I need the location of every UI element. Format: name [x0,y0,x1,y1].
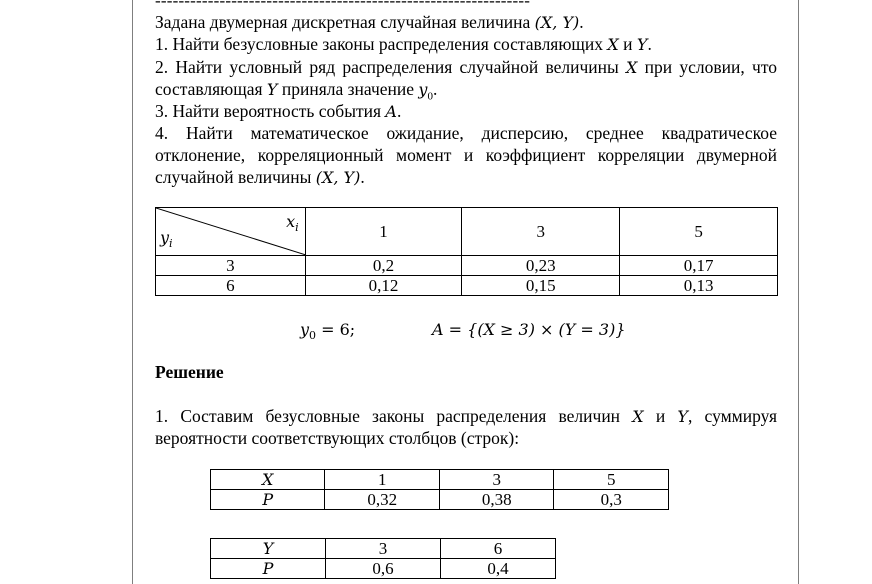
probability-cell: 0,2 [305,256,462,276]
table-header-row [156,208,778,256]
probability-cell: 0,23 [462,256,620,276]
probability-cell: 0,17 [620,256,778,276]
x-distribution-table [210,469,669,510]
step-1-line-2: вероятности соответствующих столбцов (строк): [155,428,520,448]
y-law-prob-cell: 0,4 [441,559,556,579]
x-law-header-cell: X [211,470,325,490]
y-distribution-table [210,538,556,579]
x-value-cell: 5 [620,208,778,256]
task-4-line-3: случайной величины (X, Y). [155,167,365,187]
x-law-header-cell: 5 [554,470,669,490]
task-2-line-2: составляющая Y приняла значение $y_0$. [155,79,438,103]
diagonal-header-cell [156,208,306,256]
table-row [211,490,669,510]
task-4-line-2: отклонение, корреляционный момент и коэффициент корреляции двумерной [155,145,777,165]
x-law-prob-cell: 0,32 [325,490,440,510]
y-value-cell: 3 [156,256,306,276]
probability-cell: 0,15 [462,276,620,296]
table-row [156,276,778,296]
y-law-header-cell: Y [211,539,326,559]
event-a-definition: A = {(X ≥ 3) × (Y = 3)} [432,320,626,339]
x-law-header-cell: 1 [325,470,440,490]
x-law-prob-cell: 0,38 [439,490,554,510]
table-row [211,470,669,490]
x-header-label: $x_i$ [286,212,299,235]
table-row [211,539,556,559]
page-left-edge [132,0,133,584]
step-1-line-1: 1. Составим безусловные законы распределения величин X и Y, суммируя [155,406,777,426]
table-row [211,559,556,579]
diagonal-line [156,208,306,255]
task-2-line-1: 2. Найти условный ряд распределения случайной величины X при условии, что [155,57,777,77]
y-law-prob-cell: 0,6 [326,559,441,579]
solution-heading: Решение [155,362,224,382]
x-value-cell: 3 [462,208,620,256]
page-right-edge [798,0,799,584]
y-law-prob-cell: P [211,559,326,579]
intro-paragraph: Задана двумерная дискретная случайная величина (X, Y). [155,12,584,32]
probability-cell: 0,12 [305,276,462,296]
probability-cell: 0,13 [620,276,778,296]
x-law-prob-cell: 0,3 [554,490,669,510]
separator-line: ---------------------------------------------------------------- [155,0,531,10]
x-value-cell: 1 [305,208,462,256]
x-law-header-cell: 3 [439,470,554,490]
task-1: 1. Найти безусловные законы распределения составляющих X и Y. [155,34,652,54]
task-4-line-1: 4. Найти математическое ожидание, дисперсию, среднее квадратическое [155,123,777,143]
y-law-header-cell: 6 [441,539,556,559]
y-law-header-cell: 3 [326,539,441,559]
x-law-prob-cell: P [211,490,325,510]
task-3: 3. Найти вероятность события A. [155,101,402,121]
y-header-label: $y_i$ [160,227,173,250]
table-row [156,256,778,276]
joint-distribution-table [155,207,778,296]
y-value-cell: 6 [156,276,306,296]
y0-condition: $y_0 = 6$; [300,320,356,343]
